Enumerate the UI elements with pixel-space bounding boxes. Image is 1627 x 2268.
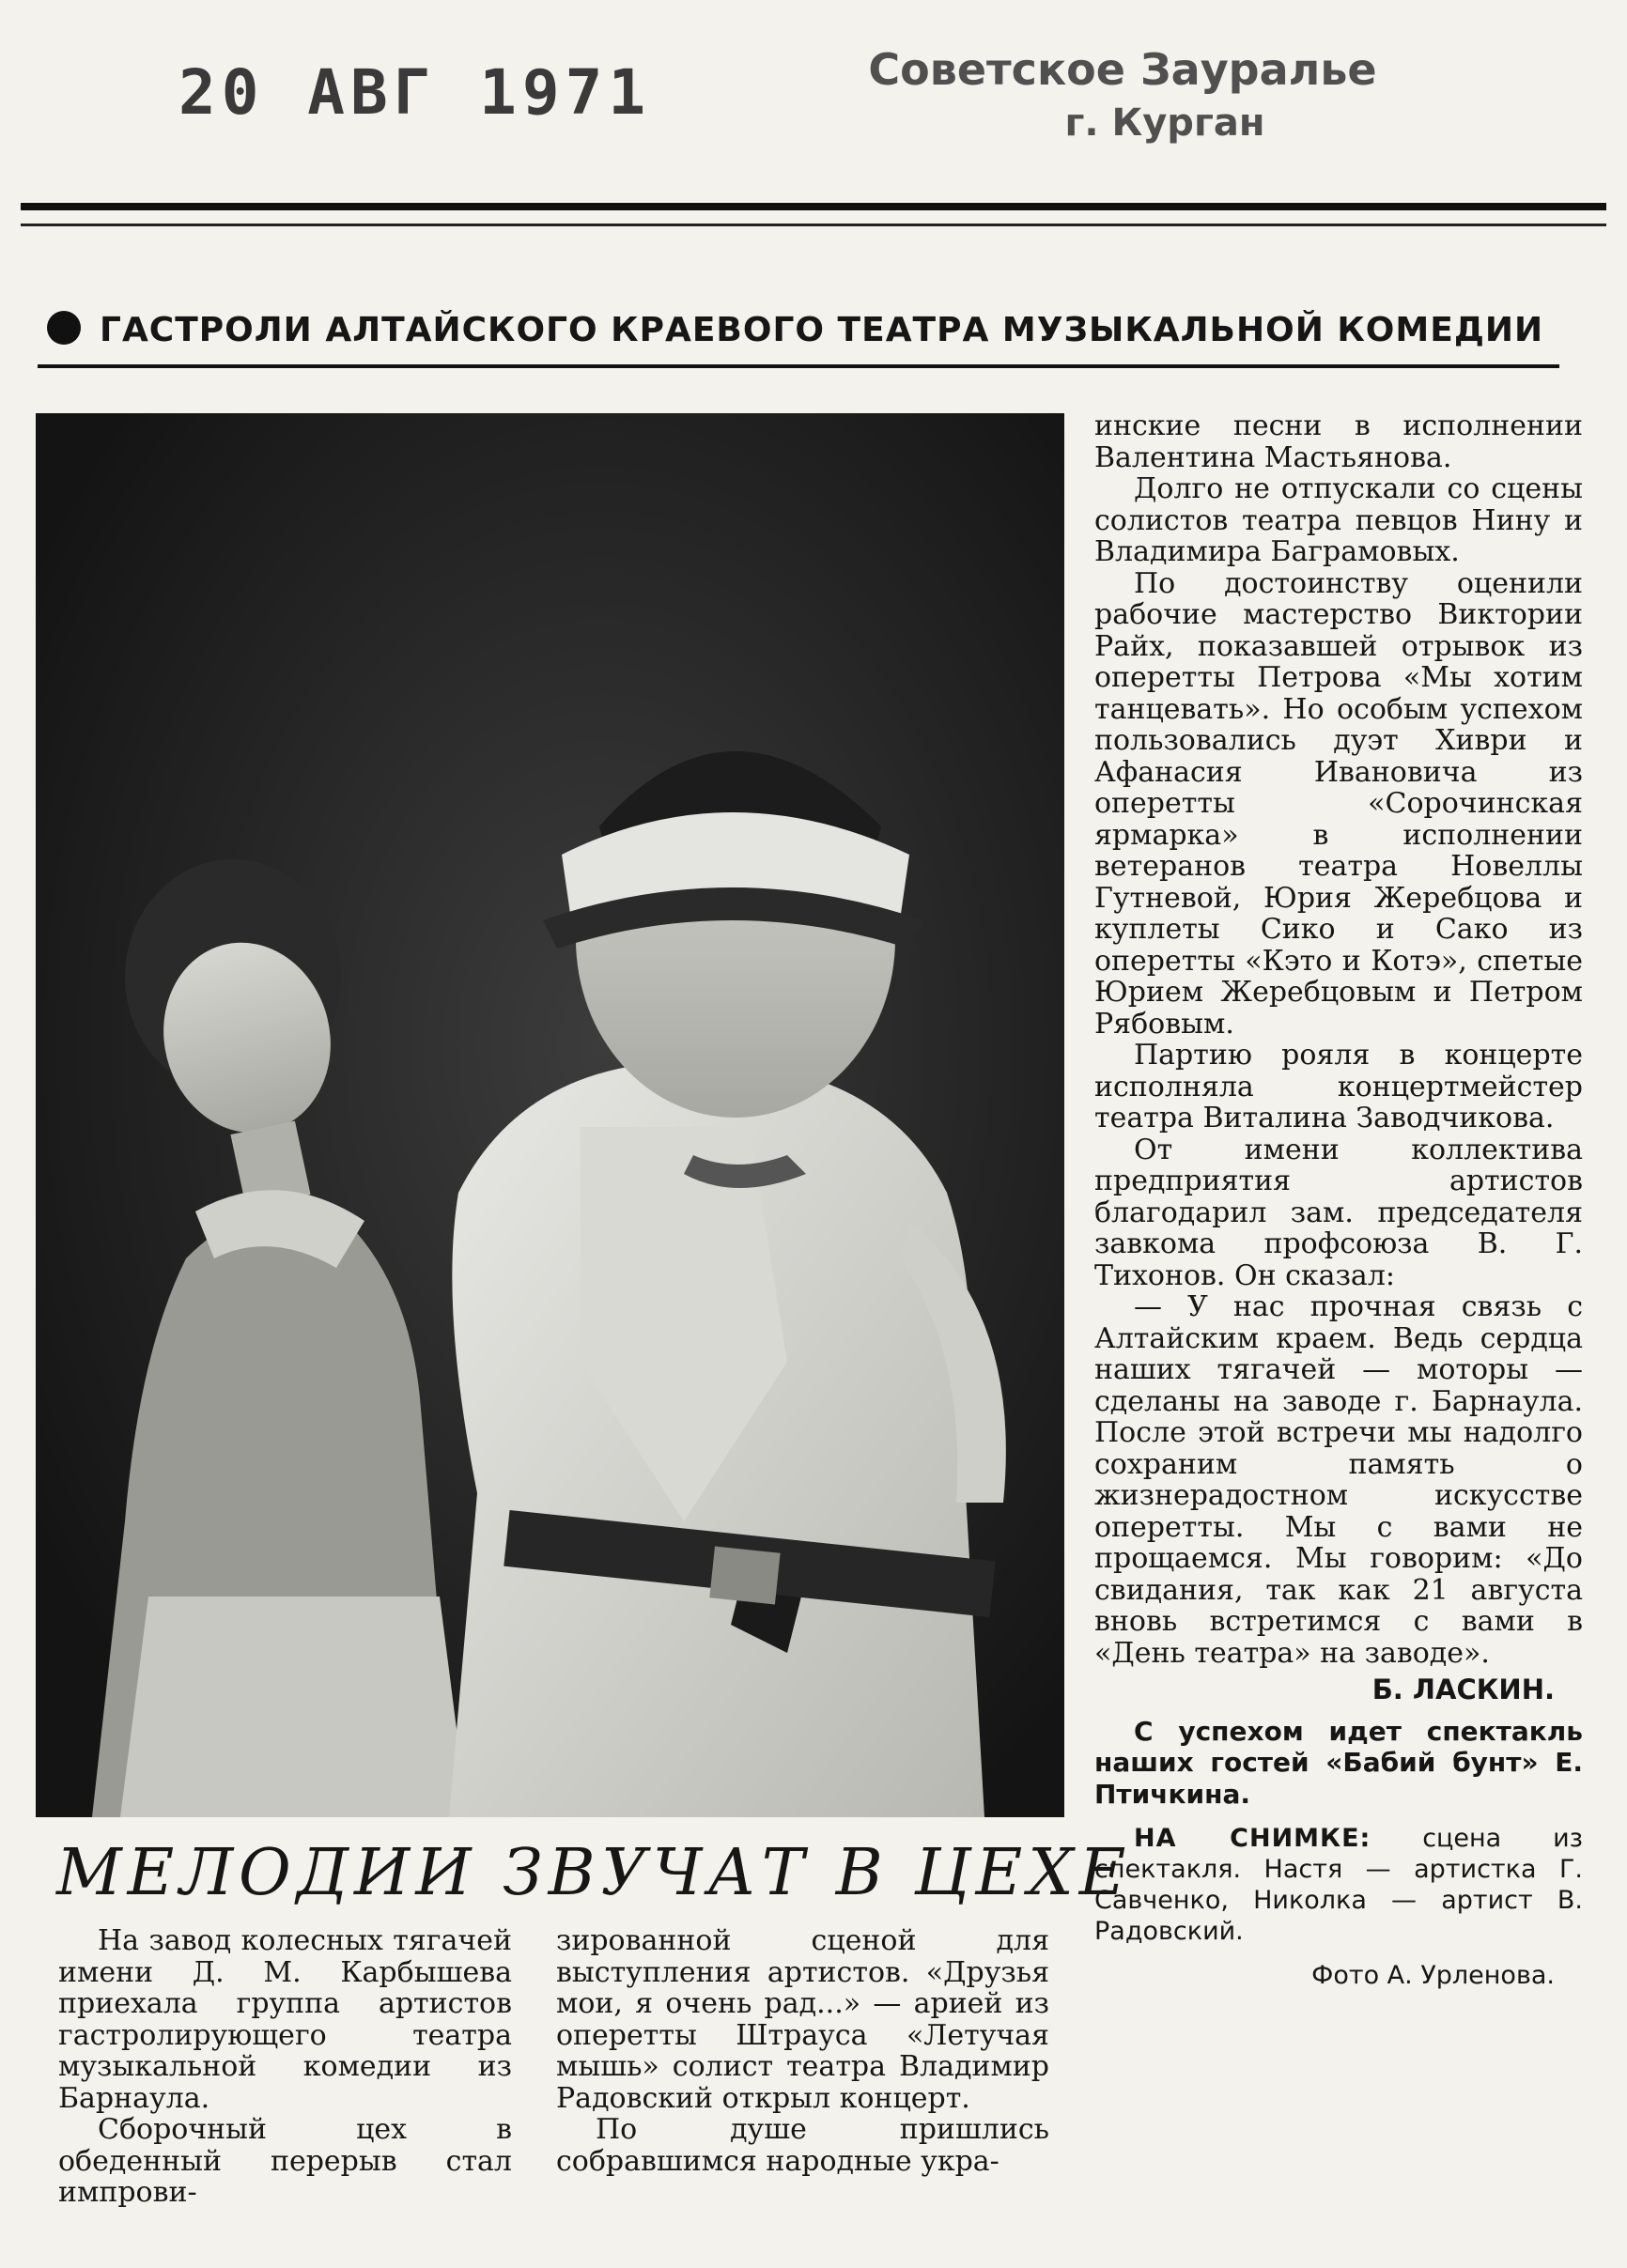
article-paragraph: По достоинству оценили рабочие мастерство Виктории Райх, показавшей отрывок из оперетты Петрова «Мы хотим танцевать». Но особым успехом пользовались дуэт Хиври и Афанасия Ивановича из оперетты «Сорочинская ярмарка» в исполнении ветеранов театра Новеллы Гутневой, Юрия Жеребцова и куплеты Сико и Сако из оперетты «Кэто и Котэ», спетые Юрием Жеребцовым и Петром Рябовым. [1094,566,1583,1041]
bullet-dot-icon [47,311,81,345]
article-paragraph: инские песни в исполнении Валентина Мастьянова. [1094,409,1583,474]
article-paragraph: На завод колесных тягачей имени Д. М. Карбышева приехала группа артистов гастролирующего театра музыкальной комедии из Барнаула. [58,1924,512,2115]
article-paragraph: — У нас прочная связь с Алтайским краем. Ведь сердца наших тягачей — моторы — сделаны на заводе г. Барнаула. После этой встречи мы надолго сохраним память о жизнерадостном искусстве оперетты. Мы с вами не прощаемся. Мы говорим: «До свидания, так как 21 августа вновь встретимся с вами в «День театра» на заводе». [1094,1290,1583,1670]
article-column-3 [1094,410,1583,1992]
newspaper-name: Советское Зауралье [868,44,1377,95]
article-paragraph: Сборочный цех в обеденный перерыв стал импрови- [58,2113,512,2209]
stage-photo [36,413,1064,1817]
header-rule-thin [21,224,1606,226]
caption-text: сцена из спектакля. Настя — артистка Г. Савченко, Николка — артист В. Радовский. [1094,1824,1583,1946]
article-column-1 [58,1925,512,2209]
caption-label: НА СНИМКЕ: [1134,1824,1371,1853]
header-rule-thick [21,203,1606,210]
article-column-2 [556,1925,1049,2177]
photo-caption [1094,1823,1583,1947]
article-paragraph: Долго не отпускали со сцены солистов театра певцов Нину и Владимира Баграмовых. [1094,472,1583,568]
author-signature: Б. ЛАСКИН. [1371,1674,1555,1705]
article-paragraph: зированной сценой для выступления артистов. «Друзья мои, я очень рад...» — арией из оперетты Штрауса «Летучая мышь» солист театра Владимир Радовский открыл концерт. [556,1924,1049,2115]
article-paragraph: Партию рояля в концерте исполняла концертмейстер театра Виталина Заводчикова. [1094,1039,1583,1134]
section-rubric [47,302,1588,359]
rubric-underline [38,364,1559,368]
newspaper-stamp [855,41,1390,148]
rubric-text: ГАСТРОЛИ АЛТАЙСКОГО КРАЕВОГО ТЕАТРА МУЗЫКАЛЬНОЙ КОМЕДИИ [100,311,1544,349]
newspaper-city: г. Курган [1064,101,1265,145]
article-paragraph: От имени коллектива предприятия артистов благодарил зам. председателя завкома профсоюза В. Г. Тихонов. Он сказал: [1094,1133,1583,1292]
article-headline: МЕЛОДИИ ЗВУЧАТ В ЦЕХЕ [56,1836,1132,1910]
date-stamp: 20 АВГ 1971 [178,56,652,129]
article-paragraph: По душе пришлись собравшимся народные укра- [556,2113,1049,2178]
performance-note: С успехом идет спектакль наших гостей «Бабий бунт» Е. Птичкина. [1094,1715,1583,1810]
photo-credit: Фото А. Урленова. [1311,1961,1555,1990]
